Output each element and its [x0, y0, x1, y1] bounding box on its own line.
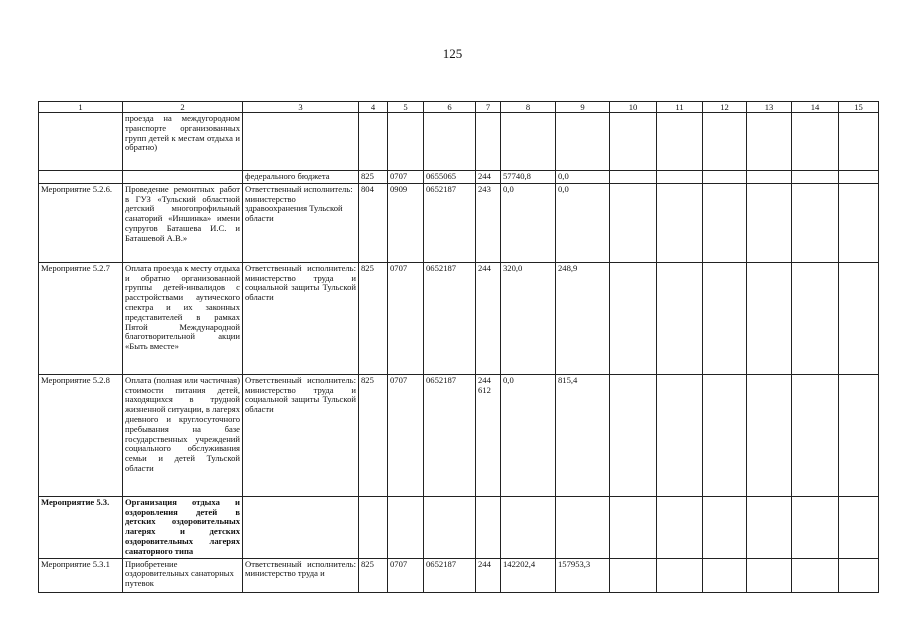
- table-cell: [657, 374, 703, 496]
- table-cell: [657, 171, 703, 184]
- table-cell: [839, 262, 879, 374]
- table-cell: 57740,8: [501, 171, 556, 184]
- header-cell: 10: [610, 102, 657, 113]
- header-cell: 8: [501, 102, 556, 113]
- table-cell: 825: [359, 374, 388, 496]
- table-cell: 825: [359, 262, 388, 374]
- header-cell: 1: [39, 102, 123, 113]
- table-cell: [501, 496, 556, 558]
- table-cell: [388, 496, 424, 558]
- table-cell: 815,4: [556, 374, 610, 496]
- table-cell: [610, 374, 657, 496]
- table-cell: 0,0: [556, 171, 610, 184]
- table-cell: [747, 171, 792, 184]
- table-row: [39, 171, 879, 184]
- table-cell: проезда на междугородном транспорте организованных групп детей к местам отдыха и обратно): [123, 113, 243, 171]
- table-cell: [359, 496, 388, 558]
- table-cell: Мероприятие 5.2.7: [39, 262, 123, 374]
- table-cell: [839, 496, 879, 558]
- table-cell: [792, 113, 839, 171]
- table-header-row: [39, 102, 879, 113]
- table-cell: [610, 558, 657, 592]
- table-cell: [747, 374, 792, 496]
- table-cell: 248,9: [556, 262, 610, 374]
- table-cell: Ответственный исполнитель: министерство труда и социальной защиты Тульской области: [243, 374, 359, 496]
- header-cell: 11: [657, 102, 703, 113]
- header-cell: 7: [476, 102, 501, 113]
- table-cell: 0652187: [424, 374, 476, 496]
- header-cell: 5: [388, 102, 424, 113]
- table-cell: 0707: [388, 558, 424, 592]
- table-cell: 0707: [388, 171, 424, 184]
- header-cell: 9: [556, 102, 610, 113]
- table-cell: [476, 496, 501, 558]
- table-cell: [792, 374, 839, 496]
- table-cell: [610, 183, 657, 262]
- table-cell: [703, 374, 747, 496]
- table-cell: Ответственный исполнитель: министерство труда и социальной защиты Тульской области: [243, 262, 359, 374]
- table-cell: 157953,3: [556, 558, 610, 592]
- table-cell: [39, 113, 123, 171]
- table-cell: Мероприятие 5.3.1: [39, 558, 123, 592]
- table-cell: 0,0: [556, 183, 610, 262]
- table-cell: [747, 558, 792, 592]
- table-cell: [703, 183, 747, 262]
- table-cell: [388, 113, 424, 171]
- table-row: [39, 183, 879, 262]
- table-cell: [610, 171, 657, 184]
- table-cell: [747, 262, 792, 374]
- table-cell: 243: [476, 183, 501, 262]
- table-cell: 0,0: [501, 374, 556, 496]
- table-cell: [123, 171, 243, 184]
- table-cell: 0707: [388, 262, 424, 374]
- table-cell: [747, 113, 792, 171]
- table-cell: [703, 113, 747, 171]
- table-cell: [243, 496, 359, 558]
- table-cell: [556, 496, 610, 558]
- table-cell: [839, 171, 879, 184]
- table-cell: 244: [476, 262, 501, 374]
- table-cell: Ответственный исполнитель: министерство здравоохранения Тульской области: [243, 183, 359, 262]
- table-cell: [703, 262, 747, 374]
- table-cell: [476, 113, 501, 171]
- table-cell: [839, 374, 879, 496]
- table-cell: [747, 496, 792, 558]
- header-cell: 2: [123, 102, 243, 113]
- table-cell: [610, 496, 657, 558]
- table-row: [39, 558, 879, 592]
- table-cell: [657, 262, 703, 374]
- table-cell: федерального бюджета: [243, 171, 359, 184]
- table-cell: [792, 262, 839, 374]
- table-row: [39, 496, 879, 558]
- table-cell: [657, 558, 703, 592]
- header-cell: 6: [424, 102, 476, 113]
- table-row: [39, 113, 879, 171]
- table-cell: [243, 113, 359, 171]
- table-cell: Оплата проезда к месту отдыха и обратно организованной группы детей-инвалидов с расстройствами аутического спектра и их законных представителей в рамках Пятой Международной благотворительной акции «Быть вместе»: [123, 262, 243, 374]
- budget-table: [38, 101, 879, 593]
- table-cell: 0909: [388, 183, 424, 262]
- table-cell: [657, 496, 703, 558]
- table-cell: [610, 262, 657, 374]
- page-number: 125: [442, 46, 463, 61]
- table-cell: Мероприятие 5.2.8: [39, 374, 123, 496]
- table-cell: 0,0: [501, 183, 556, 262]
- table-cell: [792, 496, 839, 558]
- table-cell: [657, 113, 703, 171]
- table-cell: 244: [476, 558, 501, 592]
- table-cell: [839, 558, 879, 592]
- table-row: [39, 374, 879, 496]
- table-cell: [424, 496, 476, 558]
- table-cell: 0652187: [424, 183, 476, 262]
- header-cell: 3: [243, 102, 359, 113]
- table-cell: 244 612: [476, 374, 501, 496]
- table-cell: Ответственный исполнитель: министерство труда и: [243, 558, 359, 592]
- table-cell: 0652187: [424, 558, 476, 592]
- table-cell: [747, 183, 792, 262]
- table-cell: 825: [359, 558, 388, 592]
- header-cell: 14: [792, 102, 839, 113]
- table-cell: Приобретение оздоровительных санаторных путевок: [123, 558, 243, 592]
- table-cell: [792, 171, 839, 184]
- table-cell: [792, 183, 839, 262]
- table-cell: Мероприятие 5.2.6.: [39, 183, 123, 262]
- table-cell: 0707: [388, 374, 424, 496]
- table-cell: 142202,4: [501, 558, 556, 592]
- header-cell: 15: [839, 102, 879, 113]
- table-cell: [359, 113, 388, 171]
- table-cell: Мероприятие 5.3.: [39, 496, 123, 558]
- table-cell: [703, 171, 747, 184]
- table-cell: [556, 113, 610, 171]
- table-cell: [792, 558, 839, 592]
- table-cell: [501, 113, 556, 171]
- table-cell: [610, 113, 657, 171]
- table-cell: 320,0: [501, 262, 556, 374]
- table-cell: [424, 113, 476, 171]
- table-cell: Оплата (полная или частичная) стоимости питания детей, находящихся в трудной жизненной ситуации, в лагерях дневного и круглосуточного пребывания на базе государственных учреждений социального обслуживания семьи и детей Тульской области: [123, 374, 243, 496]
- table-row: [39, 262, 879, 374]
- table-cell: Организация отдыха и оздоровления детей в детских оздоровительных лагерях и детских оздоровительных лагерях санаторного типа: [123, 496, 243, 558]
- header-cell: 4: [359, 102, 388, 113]
- table-cell: [703, 496, 747, 558]
- table-cell: [839, 113, 879, 171]
- table-cell: 804: [359, 183, 388, 262]
- table-cell: Проведение ремонтных работ в ГУЗ «Тульский областной детский многопрофильный санаторий «Иншинка» имени супругов Баташева И.С. и Баташевой А.В.»: [123, 183, 243, 262]
- header-cell: 12: [703, 102, 747, 113]
- table-cell: 825: [359, 171, 388, 184]
- table-cell: 244: [476, 171, 501, 184]
- header-cell: 13: [747, 102, 792, 113]
- table-cell: 0655065: [424, 171, 476, 184]
- table-cell: [703, 558, 747, 592]
- table-cell: [39, 171, 123, 184]
- table-cell: 0652187: [424, 262, 476, 374]
- table-cell: [839, 183, 879, 262]
- table-cell: [657, 183, 703, 262]
